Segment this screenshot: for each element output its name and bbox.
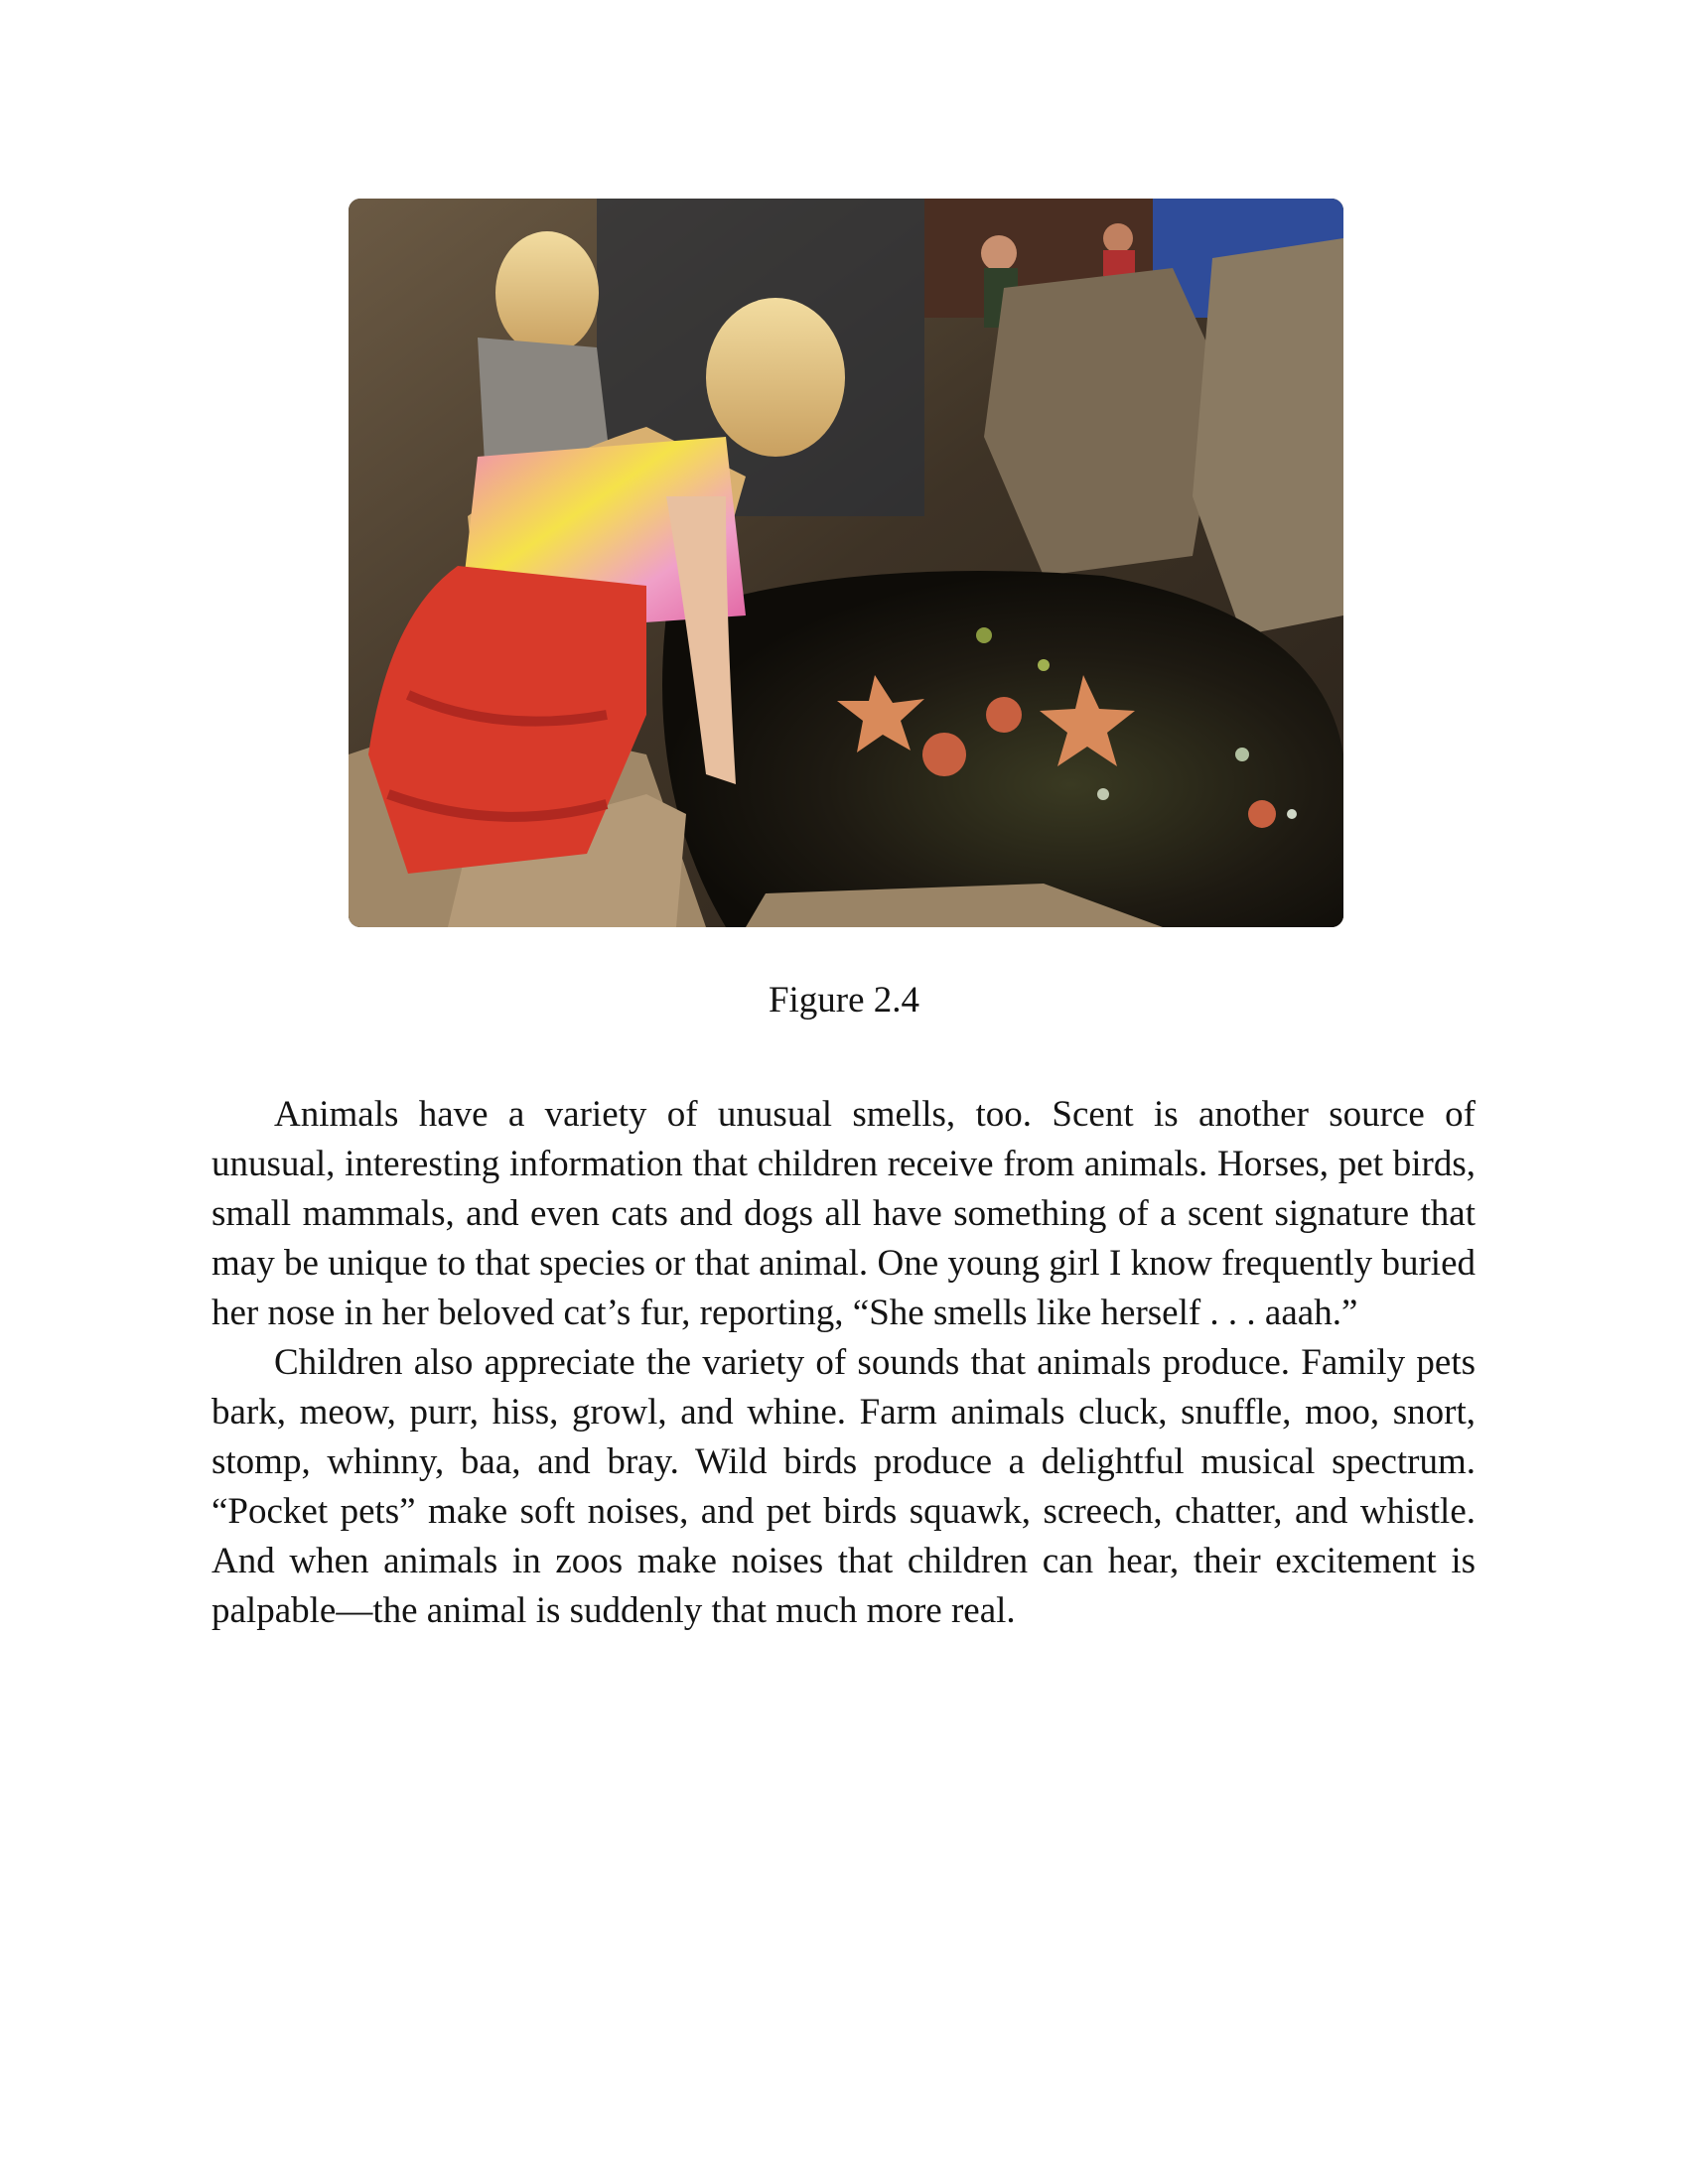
photo-illustration bbox=[349, 199, 1343, 927]
tide-pool-photo bbox=[349, 199, 1343, 927]
body-text bbox=[211, 1090, 1476, 1636]
paragraph-scent: Animals have a variety of unusual smells, too. Scent is another source of unusual, interesting information that children receive from animals. Horses, pet birds, small mammals, and even cats and dogs all have something of a scent signature that may be unique to that species or that animal. One young girl I know frequently buried her nose in her beloved cat’s fur, reporting, “She smells like herself . . . aaah.” bbox=[211, 1094, 1476, 1333]
figure-caption: Figure 2.4 bbox=[768, 980, 920, 1021]
paragraph-sounds: Children also appreciate the variety of sounds that animals produce. Family pets bark, meow, purr, hiss, growl, and whine. Farm animals cluck, snuffle, moo, snort, stomp, whinny, baa, and bray. Wild birds produce a delightful musical spectrum. “Pocket pets” make soft noises, and pet birds squawk, screech, chatter, and whistle. And when animals in zoos make noises that children can hear, their excitement is palpable—the animal is suddenly that much more real. bbox=[211, 1342, 1476, 1631]
